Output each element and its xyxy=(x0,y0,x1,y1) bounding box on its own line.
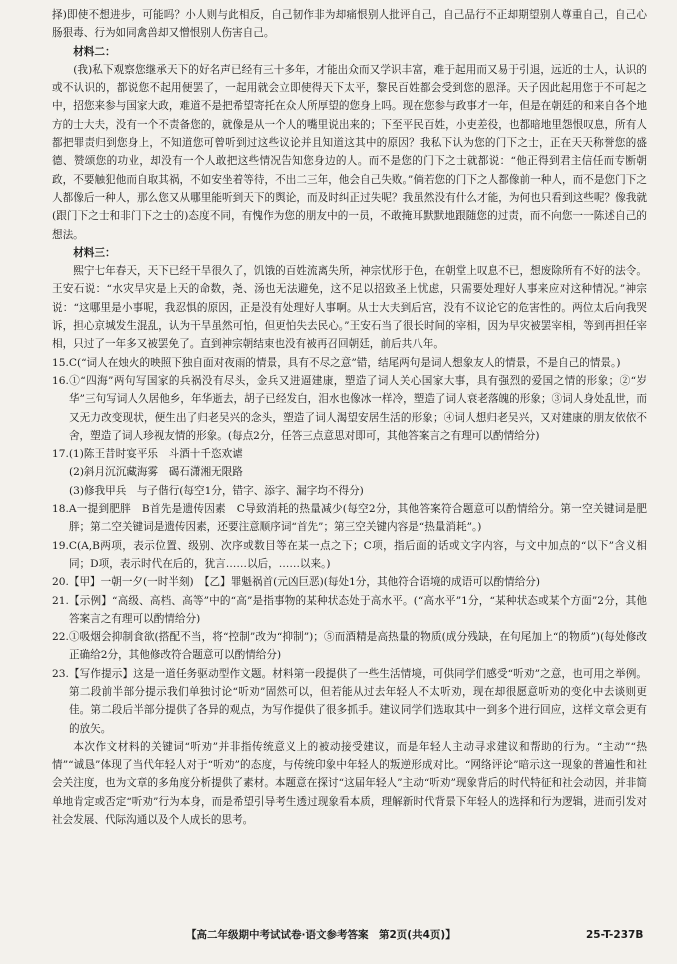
answer-19: 19.C(A,B两项，表示位置、级别、次序或数目等在某一点之下；C项，指后面的话或文字内容，与文中加点的“以下”含义相同；D项，表示时代在后的，犹言……以后，……以来。) xyxy=(52,539,647,570)
answer-22: 22.①吸烟会抑制食欲(搭配不当，将“控制”改为“抑制”)；⑤而酒精是高热量的物质(成分残缺，在句尾加上“的物质”)(每处修改正确给2分，其他修改符合题意可以酌情给分) xyxy=(52,631,647,662)
answer-17-line-3: (3)修我甲兵 与子偕行(每空1分，错字、添字、漏字均不得分) xyxy=(68,484,364,497)
answer-18: 18.A一提到肥胖 B首先是遗传因素 C导致消耗的热量减少(每空2分，其他答案符合题意可以酌情给分。第一空关键词是肥胖；第二空关键词是遗传因素，还要注意顺序词“首先”；第三空关键内容是“热量消耗”。) xyxy=(52,503,647,534)
answer-23: 23.【写作提示】这是一道任务驱动型作文题。材料第一段提供了一些生活情境，可供同学们感受“听劝”之意，也可用之举例。第二段前半部分提示我们单独讨论“听劝”固然可以，但若能从过去年轻人不太听劝，现在却很愿意听劝的变化中去谈则更佳。第二段后半部分提供了各异的观点，为写作提供了很多抓手。建议同学们选取其中一到多个进行回应，这样文章会更有的放矢。 xyxy=(52,667,647,735)
answer-17: 17.(1)陈王昔时宴平乐 斗酒十千恣欢谑 xyxy=(52,448,243,461)
answer-21: 21.【示例】“高级、高档、高等”中的“高”是指事物的某种状态处于高水平。(“高水平”1分，“某种状态或某个方面”2分，其他答案言之有理可以酌情给分) xyxy=(52,594,647,625)
footer-title: 【高二年级期中考试试卷·语文参考答案 第2页(共4页)】 xyxy=(186,929,456,941)
answer-15: 15.C(“词人在烛火的映照下独自面对夜雨的情景，具有不尽之意”错，结尾两句是词人想象友人的情景，不是自己的情景。) xyxy=(52,356,621,369)
material3-heading: 材料三： xyxy=(73,246,116,259)
material2-heading: 材料二： xyxy=(73,45,116,58)
answer-23-paragraph: 本次作文材料的关键词“听劝”并非指传统意义上的被动接受建议，而是年轻人主动寻求建议和帮助的行为。“主动”“热情”“诚恳”体现了当代年轻人对于“听劝”的态度，与传统印象中年轻人的叛逆形成对比。“网络评论”暗示这一现象的普遍性和社会关注度，也为文章的多角度分析提供了素材。本题意在探讨“这届年轻人”主动“听劝”现象背后的时代特征和社会动因，并非简单地肯定或否定“听劝”行为本身，而是希望引导考生透过现象看本质，理解新时代背景下年轻人的选择和行为逻辑，进而引发对社会发展、代际沟通以及个人成长的思考。 xyxy=(52,740,647,827)
answer-20: 20.【甲】一朝一夕(一时半刻) 【乙】罪魁祸首(元凶巨恶)(每处1分，其他符合语境的成语可以酌情给分) xyxy=(52,576,541,589)
material3-body: 熙宁七年春天，天下已经干旱很久了，饥饿的百姓流离失所，神宗忧形于色，在朝堂上叹息不已，想废除所有不好的法令。王安石说：“水灾旱灾是上天的命数，尧、汤也无法避免，这不足以招致圣上忧虑，只需要处理好人事来应对这种情况。”神宗说：“这哪里是小事呢，我忍惧的原因，正是没有处理好人事啊。从士大夫到后宫，没有不议论它的危害性的。两位太后向我哭诉，担心京城发生混乱，认为干旱虽然可怕，但更怕失去民心。”王安石当了很长时间的宰相，因为早灾被罢宰相，等到再担任宰相，只过了一年多又被罢免了。直到神宗朝结束也没有被再召回朝廷，前后共八年。 xyxy=(52,265,647,351)
material2-body: (我)私下观察您继承天下的好名声已经有三十多年，才能出众而又学识丰富，难于起用而又易于引退，远近的士人，认识的或不认识的，都说您不起用便罢了，一起用就会立即使得天下太平，黎民百姓都会受到您的恩泽。天子因此起用您于不可起之中，招您来参与国家大政，难道不是把希望寄托在众人所厚望的您身上吗。现在您参与政事才一年，但是在朝廷的和来自各个地方的士大夫，没有一个不责备您的，就像是从一个人的嘴里说出来的；下至平民百姓，小吏差役，也都暗地里怨恨叹息，所有人都把罪责归到您身上，不知道您可曾听到过这些议论并且知道这其中的原因？我私下认为您的门下之士，正在天天称誉您的盛德、赞颂您的功业，却没有一个人敢把这些情况告知您身边的人。而不是您的门下之士就都说：“他正得到君主信任而专断朝政，不要触犯他而自取其祸，不如安坐着等待，不出二三年，他会自己失败。”倘若您的门下之人都像前一种人，而不是您门下之人都像后一种人，那么您又从哪里能听到天下的舆论，而及时纠正过失呢？我虽然没有什么才能，为何也只看到这些呢？像我就(跟门下之士和非门下之士的)态度不同，有愧作为您的朋友中的一员，不敢掩耳默默地跟随您的过责，而不向您一一陈述自己的想法。 xyxy=(52,63,647,241)
material1-ending: 择)即使不想进步，可能吗？小人则与此相反，自己韧作非为却痛恨别人批评自己，自己品行不正却期望别人尊重自己，自己心肠狠毒、行为如同禽兽却又憎恨别人伤害自己。 xyxy=(52,9,647,40)
answer-17-line-2: (2)斜月沉沉藏海雾 碣石潇湘无限路 xyxy=(68,466,243,479)
footer-code: 25-T-237B xyxy=(586,929,644,941)
answer-16: 16.①“四海”两句写国家的兵祸没有尽头，金兵又进逼建康，塑造了词人关心国家大事，具有强烈的爱国之情的形象；②“岁华”三句写词人久居他乡，年华逝去，胡子已经发白，泪水也像冰一样冷，塑造了词人衰老落魄的形象；③词人身处乱世，而又无力改变现状，便生出了归老吴兴的念头，塑造了词人渴望安居生活的形象；④词人想归老吴兴，又对建康的朋友依依不舍，塑造了词人珍视友情的形象。(每点2分，任答三点意思对即可，其他答案言之有理可以酌情给分) xyxy=(52,374,647,442)
